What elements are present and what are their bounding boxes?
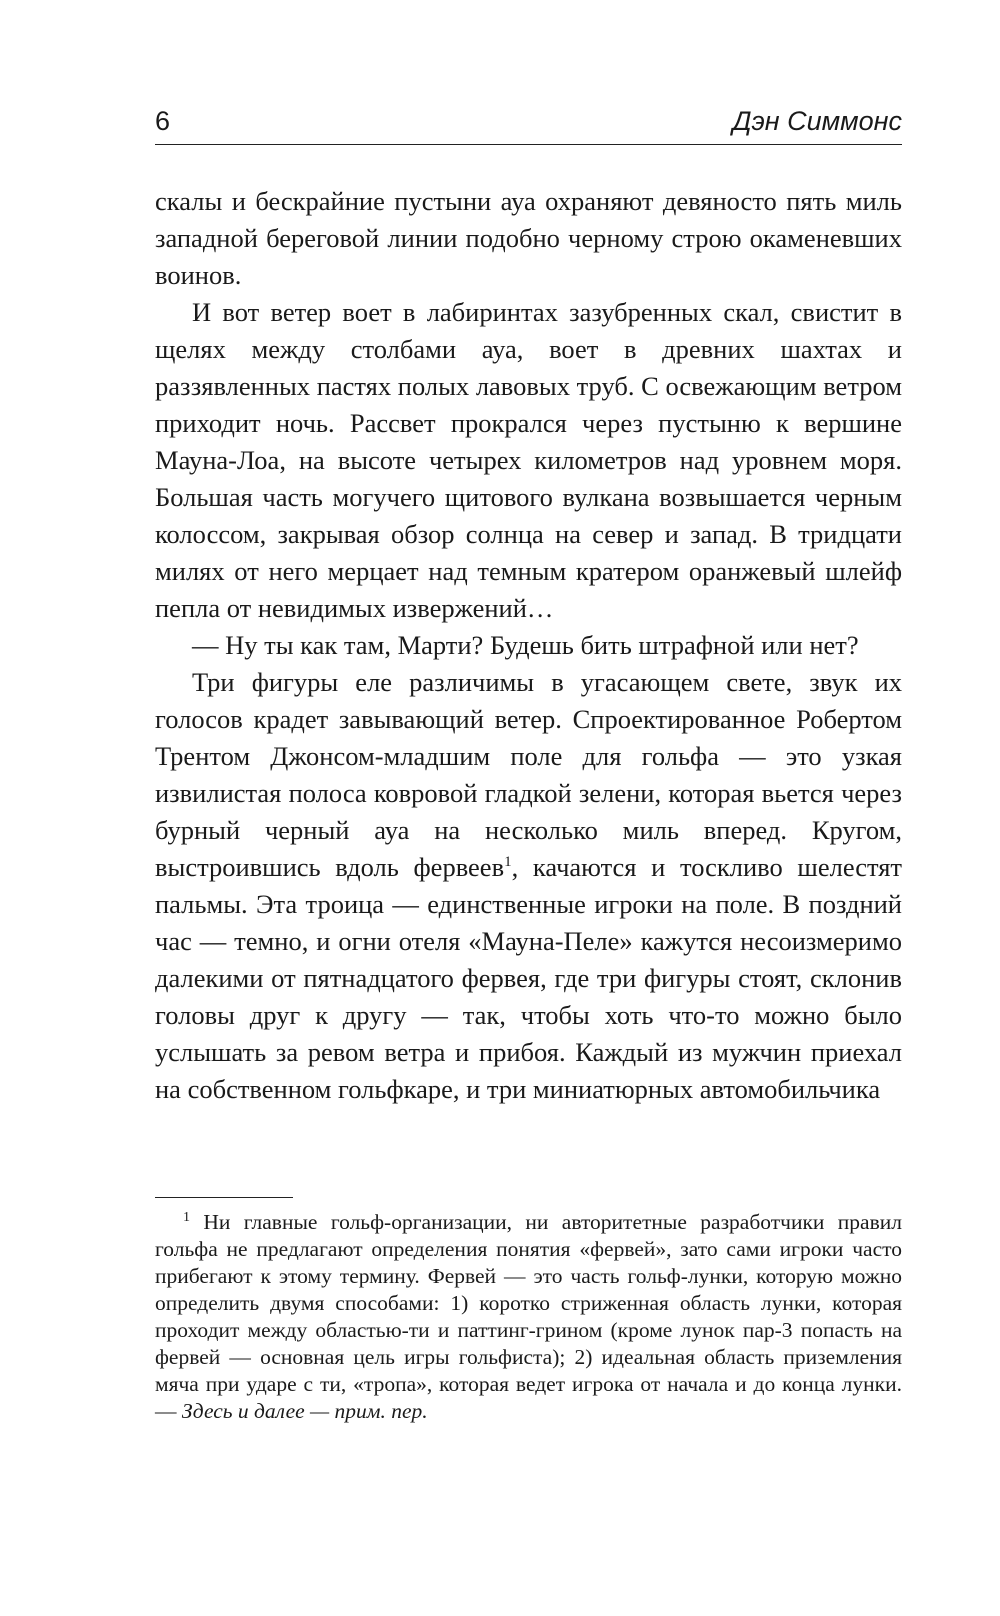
- paragraph-4: [155, 664, 902, 1108]
- page-header: [155, 104, 902, 145]
- paragraph-2: И вот ветер воет в лабиринтах зазубренных скал, свистит в щелях между столбами ауа, воет в древних шахтах и раззявленных пастях полых лавовых труб. С освежающим ветром приходит ночь. Рассвет прокрался через пустыню к вершине Мауна-Лоа, на высоте четырех километров над уровнем моря. Большая часть могучего щитового вулкана возвышается черным колоссом, закрывая обзор солнца на север и запад. В тридцати милях от него мерцает над темным кратером оранжевый шлейф пепла от невидимых извержений…: [155, 297, 902, 623]
- running-head-author: Дэн Симмонс: [732, 106, 902, 136]
- paragraph-1: скалы и бескрайние пустыни ауа охраняют девяносто пять миль западной береговой линии подобно черному строю окаменевших воинов.: [155, 186, 902, 290]
- footnote-divider: [155, 1197, 293, 1198]
- footnote-marker: 1: [183, 1209, 190, 1225]
- footnote: [155, 1209, 902, 1425]
- footnote-reference[interactable]: 1: [504, 854, 512, 871]
- paragraph-dialogue: — Ну ты как там, Марти? Будешь бить штрафной или нет?: [192, 630, 859, 660]
- footnote-text: Ни главные гольф-организации, ни авторитетные разработчики правил гольфа не предлагают определения понятия «фервей», зато сами игроки часто прибегают к этому термину. Фервей — это часть гольф-лунки, которую можно определить двумя способами: 1) коротко стриженная область лунки, которая проходит между областью-ти и паттинг-грином (кроме лунок пар-3 попасть на фервей — основная цель игры гольфиста); 2) идеальная область приземления мяча при ударе с ти, «тропа», которая ведет игрока от начала и до конца лунки. —: [155, 1210, 902, 1423]
- footnote-translator-note: Здесь и далее — прим. пер.: [181, 1399, 428, 1423]
- page-number: 6: [155, 106, 171, 136]
- body-text: [155, 183, 902, 1108]
- paragraph-4-part-2: , качаются и тоскливо шелестят пальмы. Эта троица — единственные игроки на поле. В поздний час — темно, и огни отеля «Мауна-Пеле» кажутся несоизмеримо далекими от пятнадцатого фервея, где три фигуры стоят, склонив головы друг к другу — так, чтобы хоть что-то можно было услышать за ревом ветра и прибоя. Каждый из мужчин приехал на собственном гольфкаре, и три миниатюрных автомобильчика: [155, 852, 903, 1104]
- paragraph-4-part-1: Три фигуры еле различимы в угасающем свете, звук их голосов крадет завывающий ветер. Спроектированное Робертом Трентом Джонсом-младшим поле для гольфа — это узкая извилистая полоса ковровой гладкой зелени, которая вьется через бурный черный ауа на несколько миль вперед. Кругом, выстроившись вдоль фервеев: [155, 667, 902, 882]
